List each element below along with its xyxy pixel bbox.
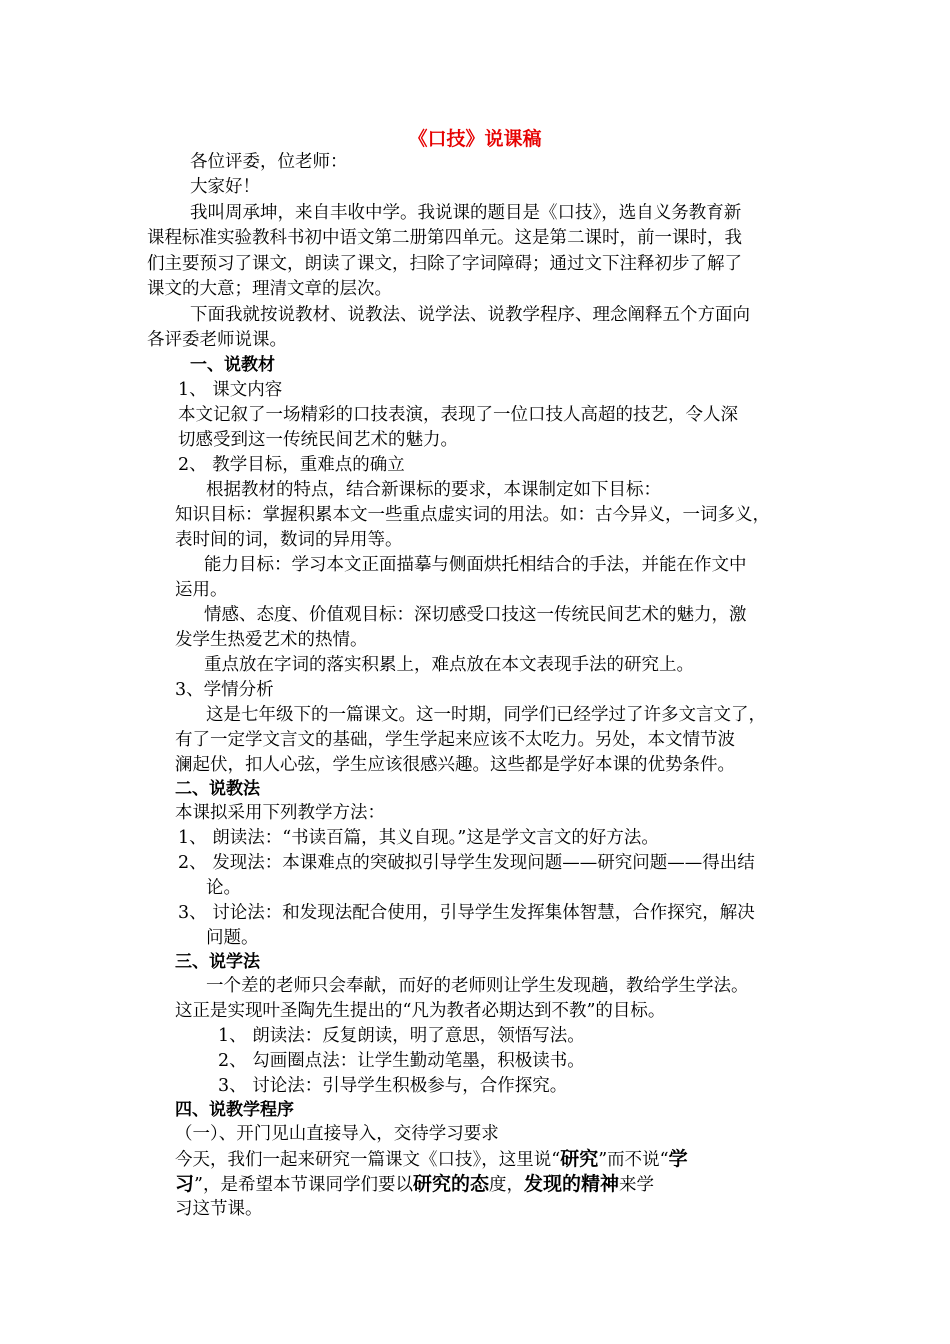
learning-item: 1、 朗读法：反复朗读，明了意思，领悟写法。 [218,1026,585,1046]
intro-line: 们主要预习了课文，朗读了课文，扫除了字词障碍；通过文下注释初步了解了 [147,254,742,274]
greeting: 各位评委，位老师： [190,152,348,172]
section-heading: 二、说教法 [175,779,260,799]
step-para-text: 今天，我们一起来研究一篇课文《口技》，这里说“ [175,1150,561,1170]
plan-line: 下面我就按说教材、说教法、说学法、说教学程序、理念阐释五个方面向 [190,305,750,325]
emphasis-text: 学 [668,1148,688,1170]
plan-line: 各评委老师说课。 [147,330,287,350]
focus-line: 重点放在字词的落实积累上，难点放在本文表现手法的研究上。 [204,655,694,675]
step-para-text: 度， [488,1175,524,1195]
method-item: 3、 讨论法：和发现法配合使用，引导学生发挥集体智慧，合作探究，解决 [178,903,755,923]
intro-line: 我叫周承坤，来自丰收中学。我说课的题目是《口技》，选自义务教育新 [190,203,742,223]
method-item: 2、 发现法：本课难点的突破拟引导学生发现问题——研究问题——得出结 [178,853,755,873]
section-heading: 四、说教学程序 [175,1100,294,1120]
item-heading: 2、 教学目标，重难点的确立 [178,455,405,475]
hello: 大家好！ [190,177,260,197]
section-heading: 一、说教材 [190,355,275,375]
step-para [175,1172,654,1197]
step-heading: （一）、开门见山直接导入，交待学习要求 [175,1124,499,1144]
section-heading: 三、说学法 [175,952,260,972]
step-para-text: 来学 [619,1175,654,1195]
analysis-line: 澜起伏，扣人心弦，学生应该很感兴趣。这些都是学好本课的优势条件。 [175,755,735,775]
item-heading: 3、学情分析 [175,680,274,700]
content-line: 切感受到这一传统民间艺术的魅力。 [178,430,458,450]
learning-para: 这正是实现叶圣陶先生提出的“凡为教者必期达到不教”的目标。 [175,1001,666,1021]
emotion-goal: 情感、态度、价值观目标：深切感受口技这一传统民间艺术的魅力，激 [204,605,747,625]
method-item: 论。 [206,878,241,898]
goals-intro: 根据教材的特点，结合新课标的要求，本课制定如下目标： [206,480,661,500]
method-intro: 本课拟采用下列教学方法： [175,803,385,823]
method-item: 1、 朗读法：“书读百篇，其义自现。”这是学文言文的好方法。 [178,828,659,848]
learning-item: 3、 讨论法：引导学生积极参与，合作探究。 [218,1076,568,1096]
analysis-line: 有了一定学文言文的基础，学生学起来应该不太吃力。另处，本文情节波 [175,730,735,750]
knowledge-goal: 表时间的词，数词的异用等。 [175,530,403,550]
emphasis-text: 发现的精神 [523,1173,619,1195]
intro-line: 课文的大意；理清文章的层次。 [147,279,392,299]
learning-para: 一个差的老师只会奉献，而好的老师则让学生发现趟，教给学生学法。 [206,976,749,996]
step-para [175,1147,688,1172]
ability-goal: 能力目标：学习本文正面描摹与侧面烘托相结合的手法，并能在作文中 [204,555,747,575]
step-para-text: ”，是希望本节课同学们要以 [194,1175,413,1195]
document-title: 《口技》说课稿 [408,128,542,150]
knowledge-goal: 知识目标：掌握积累本文一些重点虚实词的用法。如：古今异义，一词多义， [175,505,770,525]
item-heading: 1、 课文内容 [178,380,283,400]
step-para: 习这节课。 [175,1199,263,1219]
emphasis-text: 习 [175,1173,195,1195]
analysis-line: 这是七年级下的一篇课文。这一时期，同学们已经学过了许多文言文了， [206,705,766,725]
content-line: 本文记叙了一场精彩的口技表演，表现了一位口技人高超的技艺，令人深 [178,405,738,425]
method-item: 问题。 [206,928,259,948]
emphasis-text: 研究的态 [412,1173,489,1195]
learning-item: 2、 勾画圈点法：让学生勤动笔墨，积极读书。 [218,1051,585,1071]
ability-goal: 运用。 [175,580,228,600]
step-para-text: ”而不说“ [598,1150,669,1170]
emotion-goal: 发学生热爱艺术的热情。 [175,630,368,650]
intro-line: 课程标准实验教科书初中语文第二册第四单元。这是第二课时，前一课时，我 [147,228,742,248]
emphasis-text: 研究 [560,1148,599,1170]
